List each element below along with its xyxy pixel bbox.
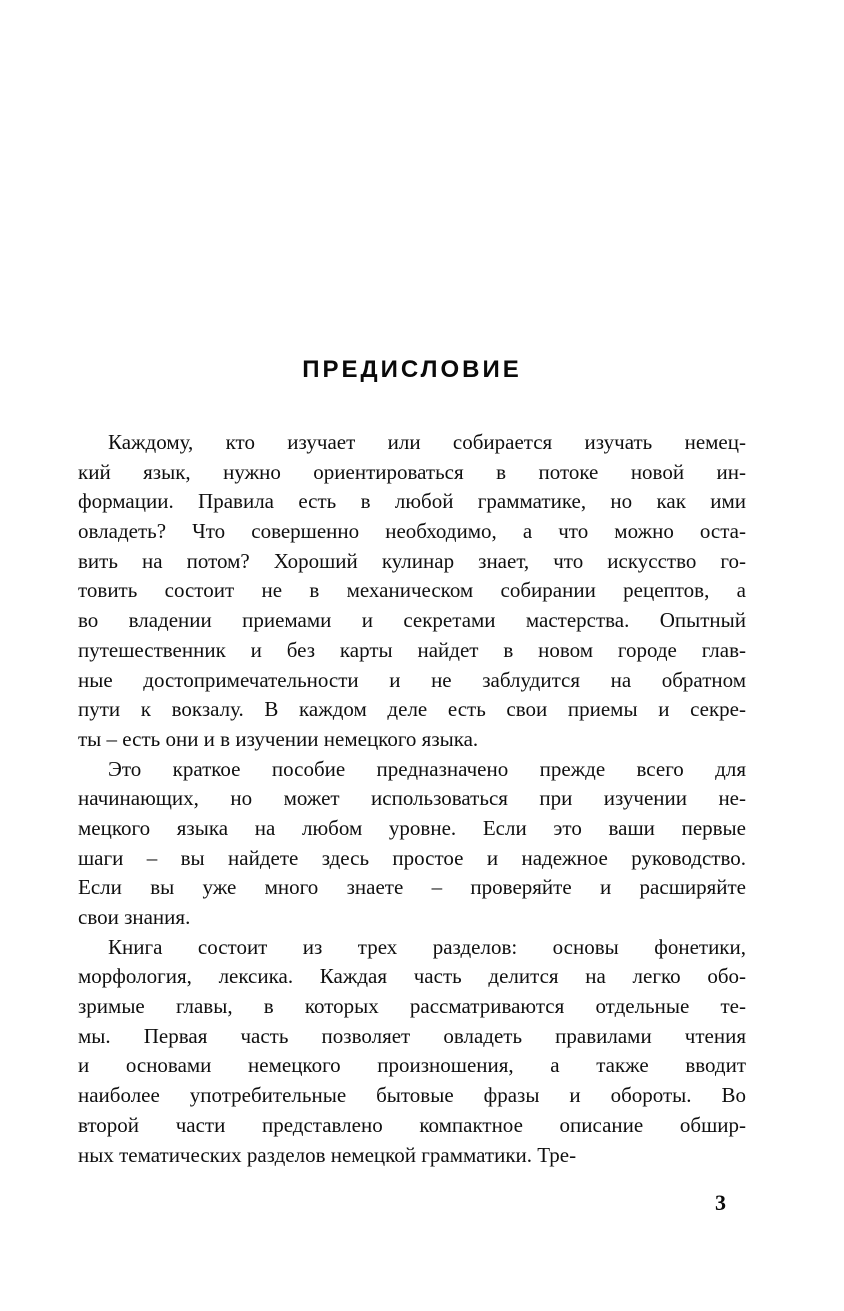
text-line: мецкого языка на любом уровне. Если это ваши первые	[78, 815, 746, 840]
text-line: ных тематических разделов немецкой грамматики. Тре-	[78, 1142, 577, 1167]
text-line: кий язык, нужно ориентироваться в потоке новой ин-	[78, 459, 746, 484]
page-number: 3	[715, 1190, 726, 1215]
text-line: путешественник и без карты найдет в новом городе глав-	[78, 637, 746, 662]
text-line: наиболее употребительные бытовые фразы и обороты. Во	[78, 1083, 746, 1108]
text-line: овладеть? Что совершенно необходимо, а что можно оста-	[78, 519, 746, 544]
text-line: Книга состоит из трех разделов: основы фонетики,	[108, 934, 746, 959]
text-line: формации. Правила есть в любой грамматике, но как ими	[78, 489, 746, 514]
paragraph	[78, 428, 746, 755]
text-line: во владении приемами и секретами мастерства. Опытный	[78, 608, 746, 633]
text-line: мы. Первая часть позволяет овладеть правилами чтения	[78, 1023, 746, 1048]
text-line: ты – есть они и в изучении немецкого языка.	[78, 726, 479, 751]
body-text	[78, 428, 746, 1170]
text-line: шаги – вы найдете здесь простое и надежное руководство.	[78, 845, 746, 870]
text-line: пути к вокзалу. В каждом деле есть свои приемы и секре-	[78, 697, 746, 722]
text-line: свои знания.	[78, 905, 191, 929]
text-line: Если вы уже много знаете – проверяйте и расширяйте	[78, 875, 746, 900]
text-line: и основами немецкого произношения, а также вводит	[78, 1053, 746, 1078]
text-line: товить состоит не в механическом собирании рецептов, а	[78, 578, 746, 603]
chapter-title: ПРЕДИСЛОВИЕ	[302, 356, 522, 383]
text-line: ные достопримечательности и не заблудится на обратном	[78, 667, 746, 692]
paragraph	[78, 933, 746, 1171]
text-line: зримые главы, в которых рассматриваются отдельные те-	[78, 994, 746, 1019]
text-line: второй части представлено компактное описание обшир-	[78, 1112, 746, 1137]
text-line: вить на потом? Хороший кулинар знает, что искусство го-	[78, 548, 746, 573]
text-line: Это краткое пособие предназначено прежде всего для	[108, 756, 746, 781]
text-line: Каждому, кто изучает или собирается изучать немец-	[108, 430, 746, 454]
text-line: начинающих, но может использоваться при изучении не-	[78, 786, 746, 811]
paragraph	[78, 755, 746, 933]
book-page-text	[78, 356, 746, 1170]
text-line: морфология, лексика. Каждая часть делится на легко обо-	[78, 964, 746, 989]
